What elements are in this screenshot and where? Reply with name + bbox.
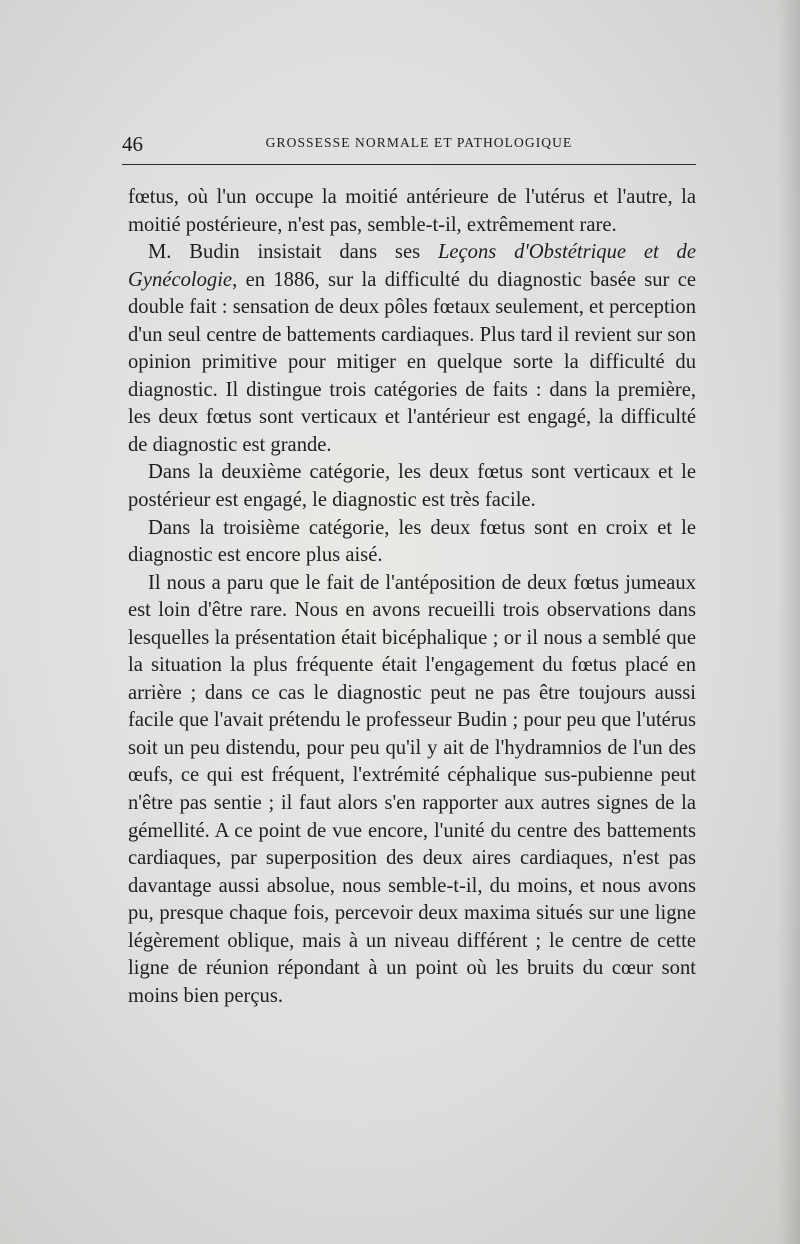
- running-title: GROSSESSE NORMALE ET PATHOLOGIQUE: [265, 135, 573, 150]
- paragraph-2: [128, 239, 696, 459]
- paragraph-5: Il nous a paru que le fait de l'antéposition de deux fœtus jumeaux est loin d'être rare. Nous en avons recueilli trois observations dans lesquelles la présentation était bicéphalique ; or il nous a semblé que la situation la plus fréquente était l'engagement du fœtus placé en arrière ; dans ce cas le diagnostic peut ne pas être toujours aussi facile que l'avait prétendu le professeur Budin ; pour peu que l'utérus soit un peu distendu, pour peu qu'il y ait de l'hydramnios de l'un des œufs, ce qui est fréquent, l'extrémité céphalique sus-pubienne peut n'être pas sentie ; il faut alors s'en rapporter aux autres signes de la gémellité. A ce point de vue encore, l'unité du centre des battements cardiaques, par superposition des deux aires cardiaques, n'est pas davantage aussi absolue, nous semble-t-il, du moins, et nous avons pu, presque chaque fois, percevoir deux maxima situés sur une ligne légèrement oblique, mais à un niveau différent ; le centre de cette ligne de réunion répondant à un point où les bruits du cœur sont moins bien perçus.: [128, 571, 696, 1007]
- paragraph-1: fœtus, où l'un occupe la moitié antérieure de l'utérus et l'autre, la moitié postérieure, n'est pas, semble-t-il, extrêmement rare.: [128, 186, 696, 236]
- header-rule: [122, 164, 696, 165]
- page-number: 46: [122, 132, 143, 156]
- paragraph-2-text-after: , en 1886, sur la difficulté du diagnostic basée sur ce double fait : sensation de deux pôles fœtaux seulement, et perception d'un seul centre de battements cardiaques. Plus tard il revient sur son opinion primitive pour mitiger en quelque sorte la difficulté du diagnostic. Il distingue trois catégories de faits : dans la première, les deux fœtus sont verticaux et l'antérieur est engagé, la difficulté de diagnostic est grande.: [128, 268, 696, 456]
- paragraph-2-text-before: M. Budin insistait dans ses: [148, 241, 438, 264]
- book-title-italic: Leçons d'Obstétrique et de Gynécologie: [128, 241, 696, 291]
- body-text: [128, 184, 696, 1010]
- paragraph-4: Dans la troisième catégorie, les deux fœtus sont en croix et le diagnostic est encore plus aisé.: [128, 516, 696, 567]
- paragraph-3: Dans la deuxième catégorie, les deux fœtus sont verticaux et le postérieur est engagé, le diagnostic est très facile.: [128, 461, 696, 512]
- page-header: [122, 132, 696, 156]
